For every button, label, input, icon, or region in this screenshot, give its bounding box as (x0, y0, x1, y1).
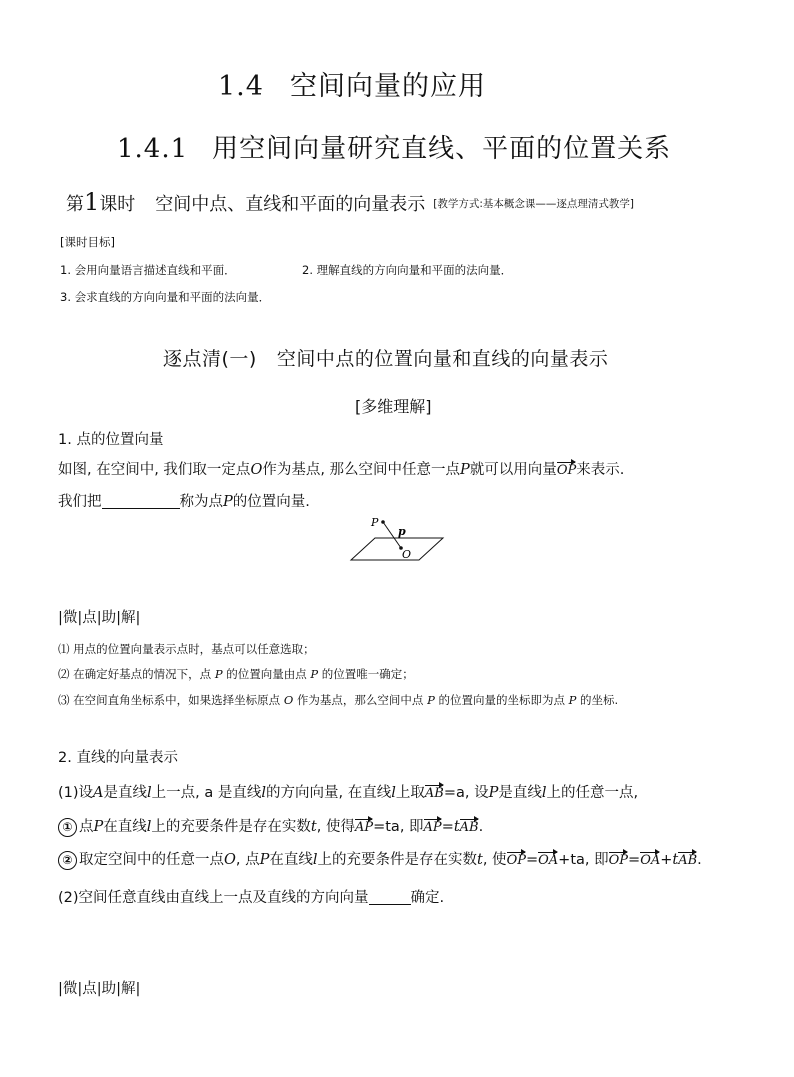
line-vector-condition-1: ① 点P在直线l上的充要条件是存在实数t, 使得AP=ta, 即AP=tAB. (58, 815, 483, 837)
line-vector-condition-2: ② 取定空间中的任意一点O, 点P在直线l上的充要条件是存在实数t, 使OP=OA+ta, 即OP=OA+tAB. (58, 848, 702, 870)
goals-label: [课时目标] (60, 235, 115, 249)
notes-label: |微|点|助|解| (58, 610, 141, 626)
goal-1: 1. 会用向量语言描述直线和平面． (60, 263, 236, 277)
goal-3: 3. 会求直线的方向向量和平面的法向量． (60, 290, 271, 304)
subsection-title: 1.4.1 用空间向量研究直线、平面的位置关系 (117, 134, 672, 164)
note-2: ⑵ 在确定好基点的情况下，点 P 的位置向量由点 P 的位置唯一确定； (58, 667, 414, 681)
section-heading: 逐点清(一) 空间中点的位置向量和直线的向量表示 (163, 348, 609, 370)
vector-OP: OP (556, 463, 577, 478)
point-P (381, 520, 385, 524)
goal-2: 2. 理解直线的方向向量和平面的法向量． (302, 263, 513, 277)
line-vector-para-2: (2)空间任意直线由直线上一点及直线的方向向量 确定. (58, 890, 445, 906)
label-P: P (371, 516, 379, 529)
note-1: ⑴ 用点的位置向量表示点时，基点可以任意选取； (58, 642, 315, 656)
label-p: p (398, 525, 406, 538)
notes-label-2: |微|点|助|解| (58, 981, 141, 997)
section-title: 1.4 空间向量的应用 (218, 71, 486, 102)
plane-figure (345, 512, 450, 564)
note-3: ⑶ 在空间直角坐标系中，如果选择坐标原点 O 作为基点，那么空间中点 P 的位置向量的坐标即为点 P 的坐标. (58, 693, 619, 707)
fill-blank[interactable] (102, 493, 180, 509)
fill-blank-2[interactable] (369, 889, 411, 905)
lesson-title: 第1课时 空间中点、直线和平面的向量表示 [教学方式:基本概念课——逐点理清式教学] (66, 188, 635, 216)
point-vector-line-1: 如图, 在空间中, 我们取一定点O作为基点, 那么空间中任意一点P就可以用向量OP来表示. (58, 462, 625, 478)
point-vector-line-2: 我们把 称为点P的位置向量. (58, 494, 310, 510)
line-vector-heading: 2. 直线的向量表示 (58, 750, 178, 766)
teaching-method: [教学方式:基本概念课——逐点理清式教学] (433, 198, 635, 210)
multi-understanding-heading: [多维理解] (355, 397, 432, 416)
label-O: O (402, 548, 412, 561)
plane-parallelogram (351, 538, 443, 560)
line-vector-para-1: (1)设A是直线l上一点, a 是直线l的方向向量, 在直线l上取AB=a, 设P是直线l上的任意一点, (58, 785, 639, 801)
point-vector-heading: 1. 点的位置向量 (58, 432, 164, 448)
